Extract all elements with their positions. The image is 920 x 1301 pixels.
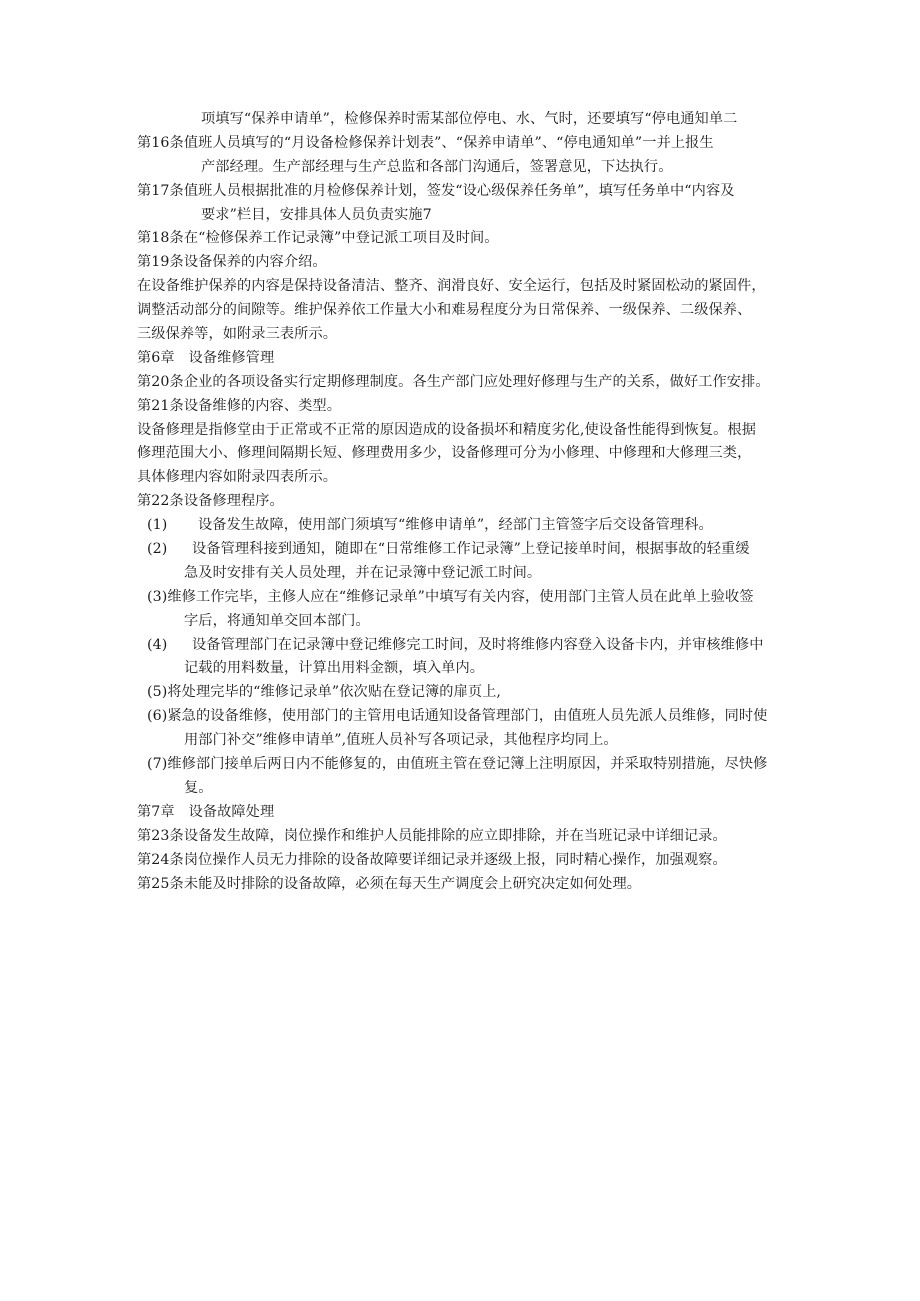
- text-line: 设备修理是指修堂由于正常或不正常的原因造成的设备损坏和精度劣化,使设备性能得到恢复。根据: [137, 421, 756, 438]
- list-item-2: [137, 538, 817, 562]
- article-25: 第25条未能及时排除的设备故障，必须在每天生产调度会上研究决定如何处理。: [137, 875, 642, 892]
- list-item-5: (5)将处理完毕的“维修记录单”依次贴在登记簿的扉页上,: [147, 684, 502, 701]
- text-line: 产部经理。生产部经理与生产总监和各部门沟通后，签署意见，下达执行。: [201, 158, 673, 175]
- text-line: 用部门补交”维修申请单”,值班人员补写各项记录，其他程序均同上。: [184, 732, 618, 749]
- list-text: 设备管理部门在记录簿中登记维修完工时间，及时将维修内容登入设备卡内，并审核维修中: [192, 636, 764, 653]
- list-item-3: (3)维修工作完毕，主修人应在“维修记录单”中填写有关内容，使用部门主管人员在此单上验收签: [147, 588, 754, 605]
- list-number: (4): [147, 636, 168, 653]
- list-number: (1): [147, 517, 168, 534]
- document-body: [137, 108, 817, 896]
- article-16: 第16条值班人员填写的“月设备检修保养计划表”、“保养申请单”、“停电通知单”一并上报生: [137, 134, 714, 151]
- text-line: 要求”栏目，安排具体人员负责实施7: [201, 206, 432, 223]
- chapter-6-heading: 第6章 设备维修管理: [137, 349, 275, 366]
- text-line: 在设备维护保养的内容是保持设备清洁、整齐、润滑良好、安全运行，包括及时紧固松动的紧固件，: [137, 278, 766, 295]
- list-item-4: [137, 634, 817, 658]
- article-23: 第23条设备发生故障，岗位操作和维护人员能排除的应立即排除，并在当班记录中详细记录。: [137, 827, 727, 844]
- text-line: 调整活动部分的间隙等。维护保养依工作量大小和难易程度分为日常保养、一级保养、二级保养、: [137, 302, 752, 319]
- list-number: (2): [147, 541, 168, 558]
- text-line: 具体修理内容如附录四表所示。: [137, 469, 338, 486]
- article-18: 第18条在“检修保养工作记录簿”中登记派工项目及时间。: [137, 230, 499, 247]
- article-22: 第22条设备修理程序。: [137, 493, 284, 510]
- text-line: 复。: [184, 779, 213, 796]
- text-line: 三级保养等，如附录三表所示。: [137, 326, 338, 343]
- list-item-1: [137, 514, 817, 538]
- list-item-7: (7)维修部门接单后两日内不能修复的，由值班主管在登记簿上注明原因，并采取特别措施，尽快修: [147, 756, 768, 773]
- article-19: 第19条设备保养的内容介绍。: [137, 254, 327, 271]
- list-item-6: (6)紧急的设备维修，使用部门的主管用电话通知设备管理部门，由值班人员先派人员维修，同时使: [147, 708, 768, 725]
- article-17: 第17条值班人员根据批准的月检修保养计划，签发“设心级保养任务单”，填写任务单中“内容及: [137, 182, 735, 199]
- chapter-7-heading: 第7章 设备故障处理: [137, 803, 275, 820]
- list-text: 设备发生故障，使用部门须填写“维修申请单”，经部门主管签字后交设备管理科。: [198, 517, 713, 534]
- text-line: 字后，将通知单交回本部门。: [184, 612, 370, 629]
- text-line: 项填写“保养申请单”，检修保养时需某部位停电、水、气时，还要填写“停电通知单二: [201, 111, 738, 127]
- list-text: 设备管理科接到通知，随即在“日常维修工作记录簿”上登记接单时间，根据事故的轻重缓: [192, 541, 750, 558]
- text-line: 修理范围大小、修理间隔期长短、修理费用多少，设备修理可分为小修理、中修理和大修理三类，: [137, 445, 752, 462]
- article-24: 第24条岗位操作人员无力排除的设备故障要详细记录并逐级上报，同时精心操作，加强观察。: [137, 851, 727, 868]
- article-20: 第20条企业的各项设备实行定期修理制度。各生产部门应处理好修理与生产的关系，做好工作安排。: [137, 373, 770, 390]
- article-21: 第21条设备维修的内容、类型。: [137, 397, 341, 414]
- text-line: 急及时安排有关人员处理，并在记录簿中登记派工时间。: [184, 564, 542, 581]
- text-line: 记载的用料数量，计算出用料金额，填入单内。: [184, 660, 485, 677]
